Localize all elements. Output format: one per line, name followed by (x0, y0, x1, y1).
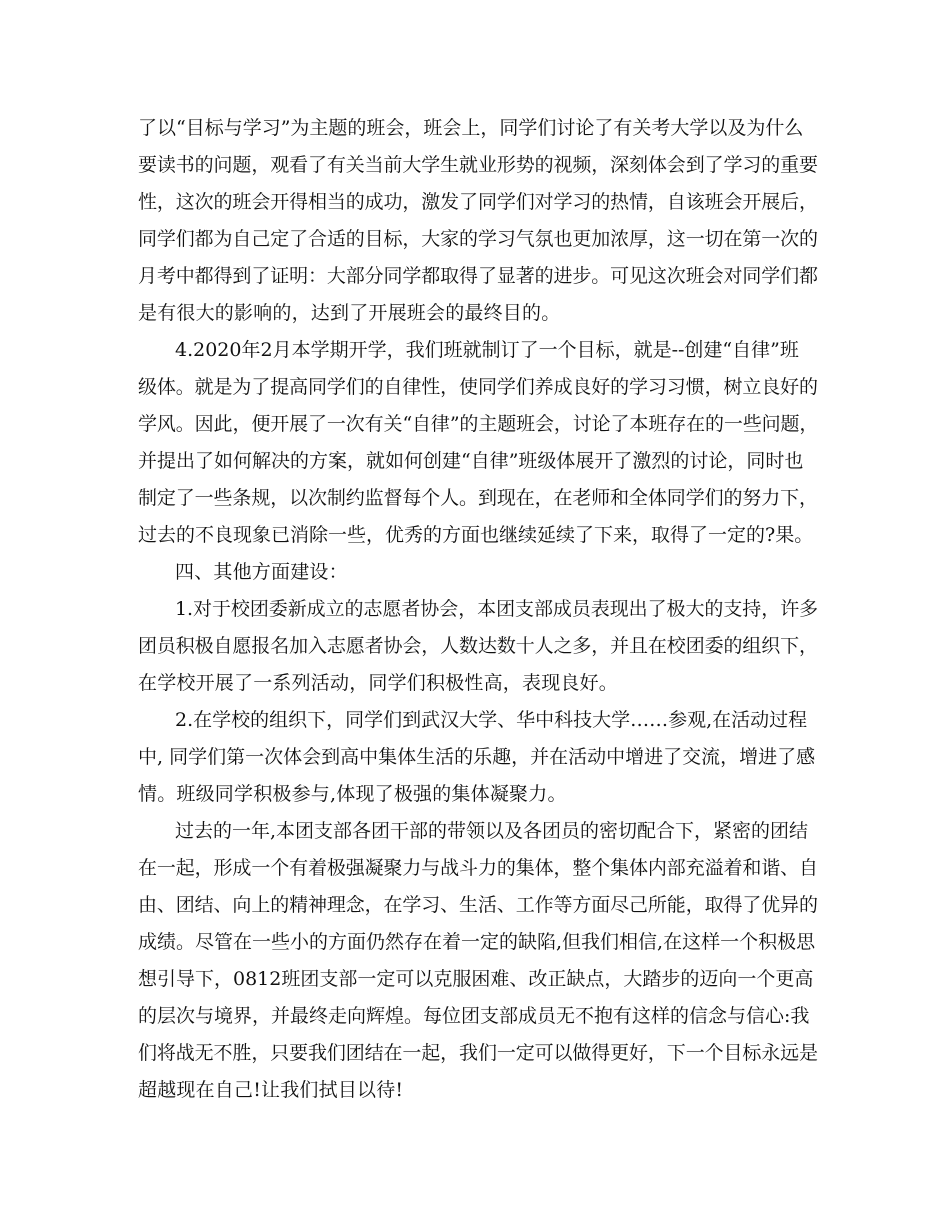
text-line: 团员积极自愿报名加入志愿者协会，人数达数十人之多，并且在校团委的组织下， (138, 635, 818, 657)
section-heading: 四、其他方面建设： (175, 561, 348, 583)
text-line: 级体。就是为了提高同学们的自律性，使同学们养成良好的学习习惯，树立良好的 (138, 376, 818, 398)
text-line: 情。班级同学积极参与,体现了极强的集体凝聚力。 (138, 783, 567, 805)
text-line: 在一起，形成一个有着极强凝聚力与战斗力的集体，整个集体内部充溢着和谐、自 (138, 857, 818, 879)
paragraph-first-line: 4.2020年2月本学期开学，我们班就制订了一个目标，就是--创建“自律”班 (175, 339, 799, 361)
text-line: 要读书的问题，观看了有关当前大学生就业形势的视频，深刻体会到了学习的重要 (138, 154, 818, 176)
text-line: 成绩。尽管在一些小的方面仍然存在着一定的缺陷,但我们相信,在这样一个积极思 (138, 931, 816, 953)
text-line: 是有很大的影响的，达到了开展班会的最终目的。 (138, 302, 561, 324)
text-line: 性，这次的班会开得相当的成功，激发了同学们对学习的热情，自该班会开展后， (138, 191, 818, 213)
text-line: 学风。因此，便开展了一次有关“自律”的主题班会，讨论了本班存在的一些问题， (138, 413, 818, 435)
paragraph-first-line: 1.对于校团委新成立的志愿者协会，本团支部成员表现出了极大的支持，许多 (175, 598, 818, 620)
text-line: 中, 同学们第一次体会到高中集体生活的乐趣，并在活动中增进了交流，增进了感 (138, 746, 816, 768)
paragraph-first-line: 过去的一年,本团支部各团干部的带领以及各团员的密切配合下，紧密的团结 (175, 820, 809, 842)
text-line: 想引导下，0812班团支部一定可以克服困难、改正缺点，大踏步的迈向一个更高 (138, 968, 814, 990)
text-line: 并提出了如何解决的方案，就如何创建“自律”班级体展开了激烈的讨论，同时也 (138, 450, 804, 472)
text-line: 制定了一些条规，以次制约监督每个人。到现在，在老师和全体同学们的努力下， (138, 487, 818, 509)
text-line: 过去的不良现象已消除一些，优秀的方面也继续延续了下来，取得了一定的?果。 (138, 524, 814, 546)
text-line: 在学校开展了一系列活动，同学们积极性高，表现良好。 (138, 672, 619, 694)
text-line: 同学们都为自己定了合适的目标，大家的学习气氛也更加浓厚，这一切在第一次的 (138, 228, 818, 250)
text-line: 们将战无不胜，只要我们团结在一起，我们一定可以做得更好，下一个目标永远是 (138, 1042, 818, 1064)
text-line: 超越现在自己!让我们拭目以待! (138, 1079, 404, 1101)
text-line: 由、团结、向上的精神理念，在学习、生活、工作等方面尽己所能，取得了优异的 (138, 894, 818, 916)
paragraph-first-line: 2.在学校的组织下，同学们到武汉大学、华中科技大学……参观,在活动过程 (175, 709, 808, 731)
text-line: 的层次与境界，并最终走向辉煌。每位团支部成员无不抱有这样的信念与信心:我 (138, 1005, 810, 1027)
text-line: 了以“目标与学习”为主题的班会，班会上，同学们讨论了有关考大学以及为什么 (138, 117, 804, 139)
text-line: 月考中都得到了证明：大部分同学都取得了显著的进步。可见这次班会对同学们都 (138, 265, 818, 287)
